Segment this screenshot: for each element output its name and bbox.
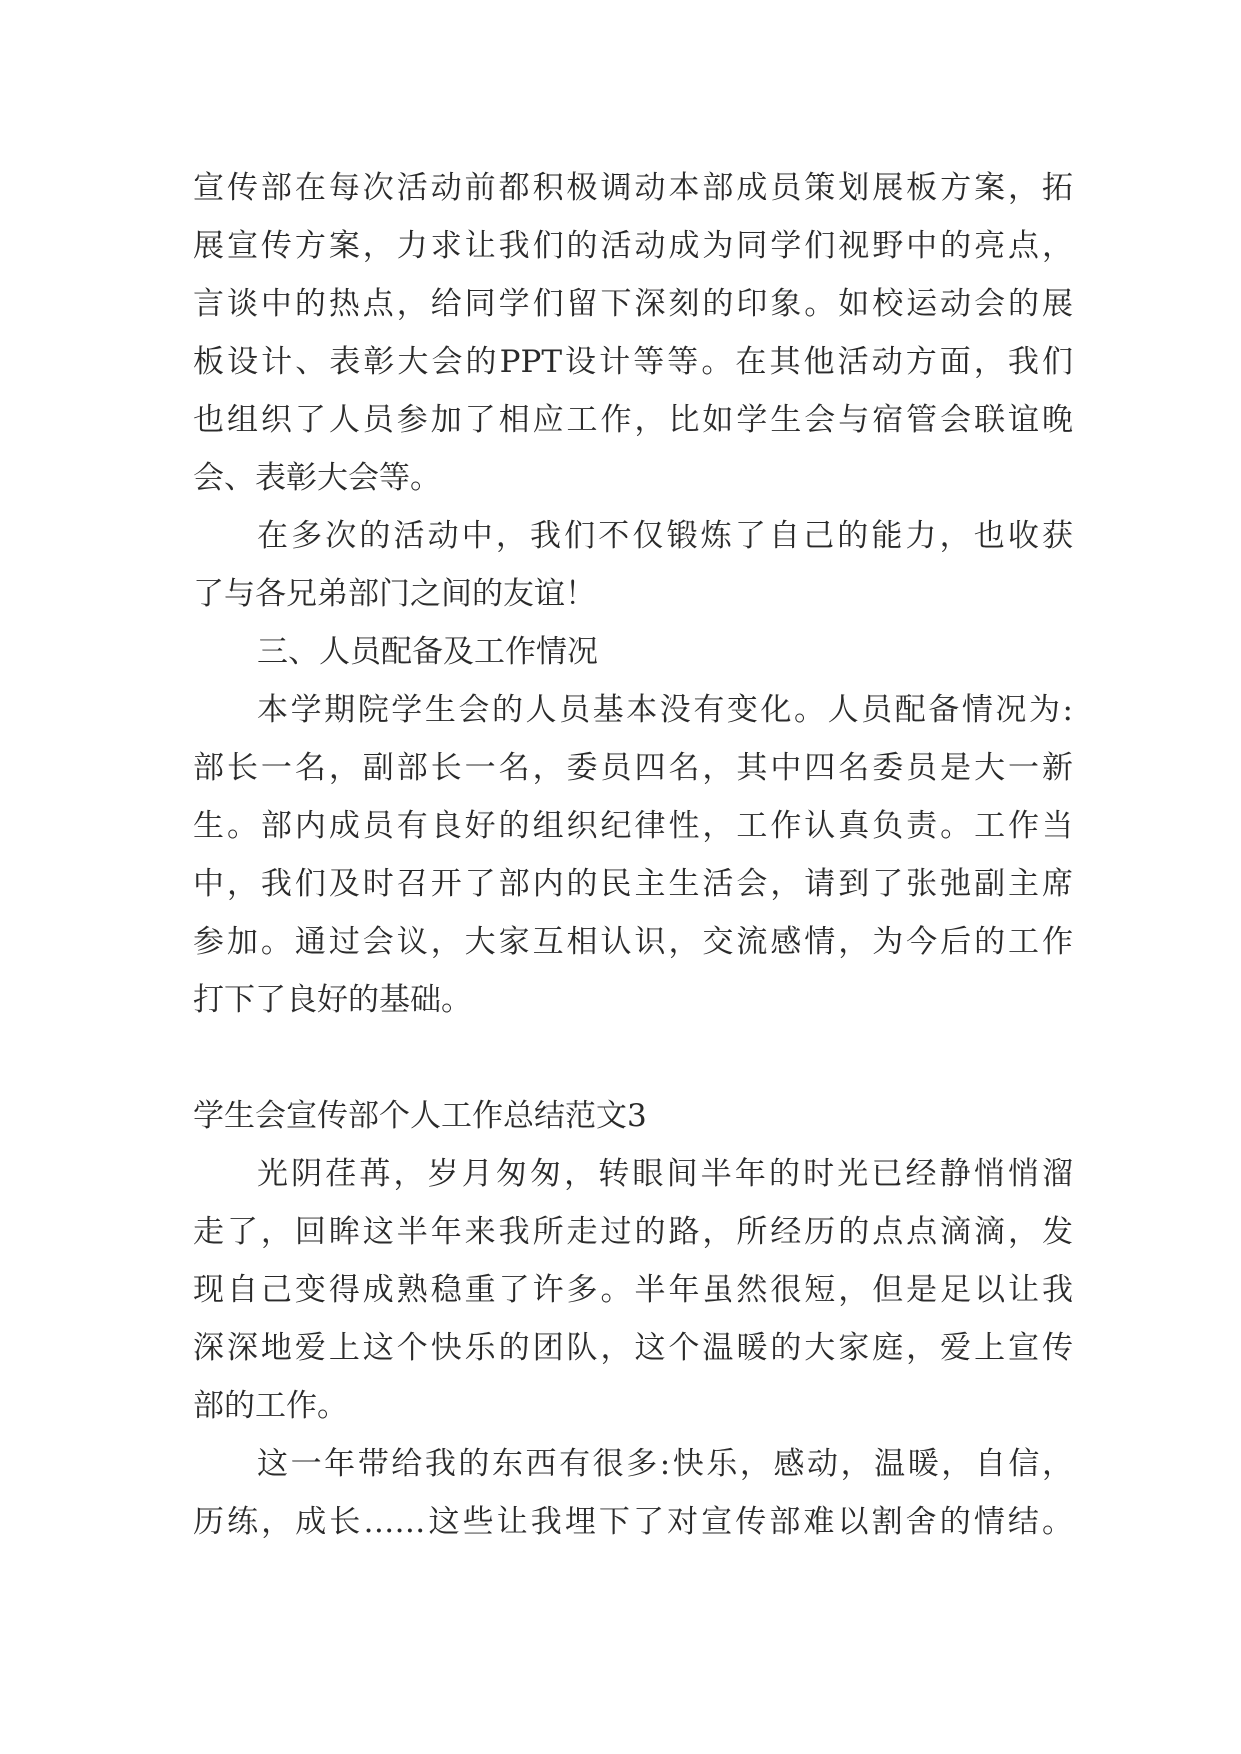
text-line: 板设计、表彰大会的PPT设计等等。在其他活动方面，我们 bbox=[193, 344, 1073, 380]
text-line: 言谈中的热点，给同学们留下深刻的印象。如校运动会的展 bbox=[193, 286, 1073, 322]
text-line: 宣传部在每次活动前都积极调动本部成员策划展板方案，拓 bbox=[193, 170, 1073, 206]
text-line: 展宣传方案，力求让我们的活动成为同学们视野中的亮点， bbox=[193, 228, 1073, 264]
text-line: 会、表彰大会等。 bbox=[193, 460, 441, 496]
text-line: 打下了良好的基础。 bbox=[193, 982, 472, 1018]
text-line: 在多次的活动中，我们不仅锻炼了自己的能力，也收获 bbox=[257, 518, 1073, 554]
text-line: 参加。通过会议，大家互相认识，交流感情，为今后的工作 bbox=[193, 924, 1073, 960]
text-line: 本学期院学生会的人员基本没有变化。人员配备情况为: bbox=[257, 692, 1073, 728]
text-line: 生。部内成员有良好的组织纪律性，工作认真负责。工作当 bbox=[193, 808, 1073, 844]
text-line: 了与各兄弟部门之间的友谊！ bbox=[193, 576, 596, 612]
section-heading: 三、人员配备及工作情况 bbox=[257, 634, 598, 670]
text-line: 现自己变得成熟稳重了许多。半年虽然很短，但是足以让我 bbox=[193, 1272, 1073, 1308]
article-title: 学生会宣传部个人工作总结范文3 bbox=[193, 1098, 647, 1134]
text-line: 这一年带给我的东西有很多:快乐，感动，温暖，自信， bbox=[257, 1446, 1073, 1482]
text-line: 部的工作。 bbox=[193, 1388, 348, 1424]
text-line: 中，我们及时召开了部内的民主生活会，请到了张弛副主席 bbox=[193, 866, 1073, 902]
text-line: 走了，回眸这半年来我所走过的路，所经历的点点滴滴，发 bbox=[193, 1214, 1073, 1250]
text-line: 部长一名，副部长一名，委员四名，其中四名委员是大一新 bbox=[193, 750, 1073, 786]
text-line: 历练，成长……这些让我埋下了对宣传部难以割舍的情结。 bbox=[193, 1504, 1073, 1540]
text-line: 也组织了人员参加了相应工作，比如学生会与宿管会联谊晚 bbox=[193, 402, 1073, 438]
text-line: 光阴荏苒，岁月匆匆，转眼间半年的时光已经静悄悄溜 bbox=[257, 1156, 1073, 1192]
text-line: 深深地爱上这个快乐的团队，这个温暖的大家庭，爱上宣传 bbox=[193, 1330, 1073, 1366]
